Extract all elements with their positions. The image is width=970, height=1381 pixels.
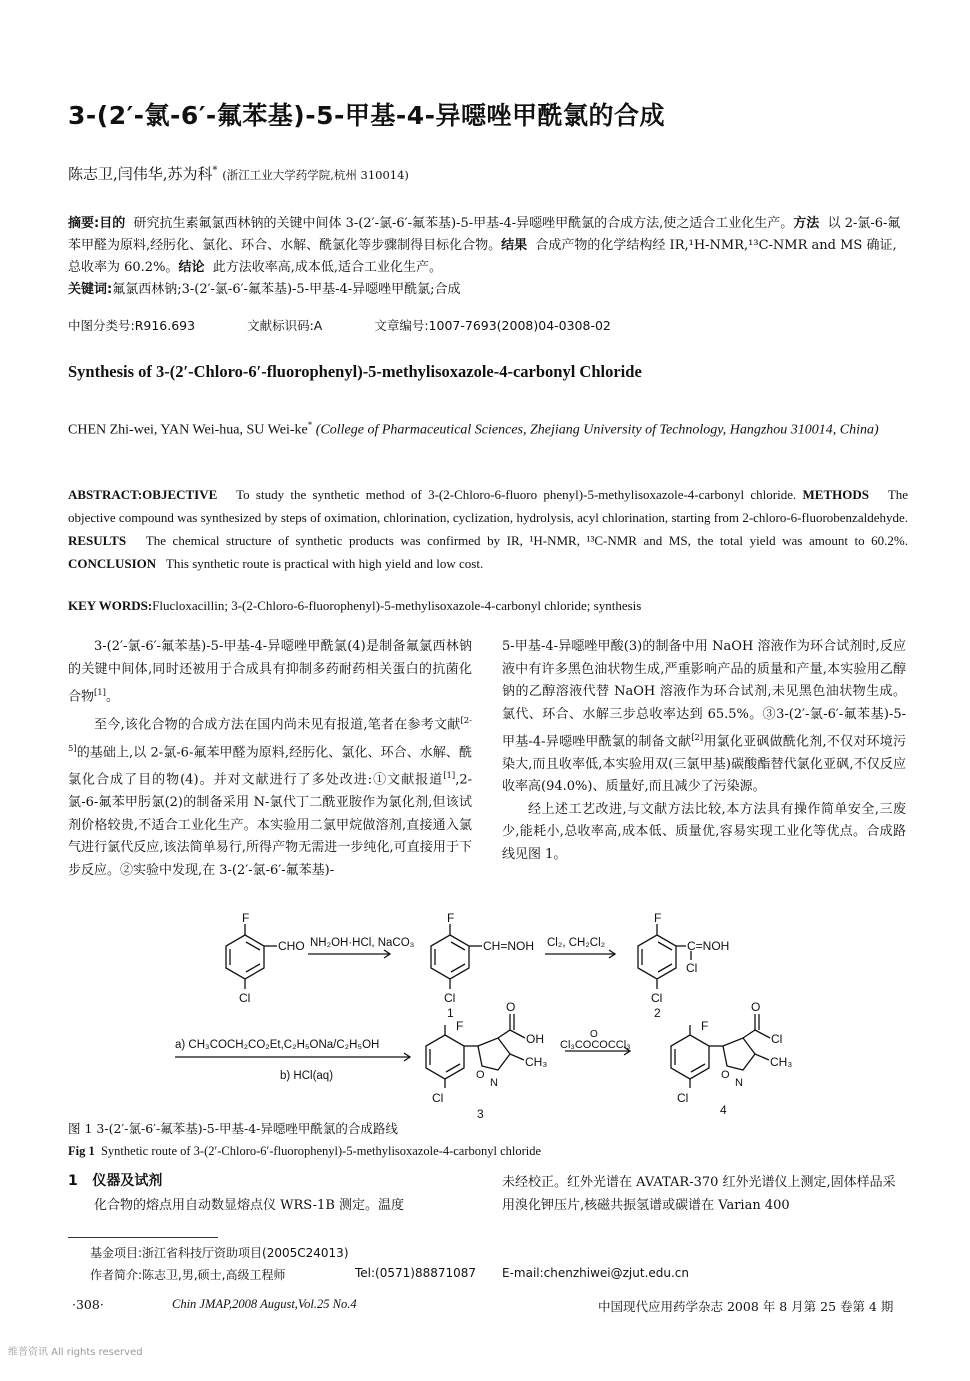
synthesis-scheme	[160, 911, 820, 1121]
f-label: F	[456, 1019, 464, 1033]
benzene-ring-1	[431, 935, 469, 979]
f-label: F	[701, 1019, 709, 1033]
classification-line	[68, 316, 908, 334]
objective-text: 研究抗生素氟氯西林钠的关键中间体 3-(2′-氯-6′-氟苯基)-5-甲基-4-异噁唑甲酰氯的合成方法,使之适合工业化生产。	[133, 216, 794, 231]
cl-label: Cl	[432, 1091, 444, 1105]
oh-label: OH	[526, 1032, 544, 1046]
compound-number-4: 4	[720, 1103, 727, 1117]
english-author-star: *	[307, 420, 313, 430]
body-text: 用氯化亚砜做酰化剂,不仅对环境污染大,而且收率低,本实验用双(三氯甲基)碳酸酯替代氯化亚砜,不仅反应收率高(94.0%)、质量好,而且减少了污染源。	[502, 734, 907, 795]
objective-label: 目的	[99, 216, 126, 231]
benzene-ring-3	[426, 1035, 464, 1079]
footnote-fund: 基金项目:浙江省科技厅资助项目(2005C24013)	[90, 1246, 349, 1260]
author-names: 陈志卫,闫伟华,苏为科	[68, 165, 213, 183]
body-text: 。	[105, 689, 119, 705]
o-ring-label: O	[721, 1069, 730, 1081]
watermark: 维普资讯 All rights reserved	[8, 1347, 143, 1358]
cho-label: CHO	[278, 939, 305, 953]
section-heading	[68, 1170, 162, 1190]
english-author-line	[68, 414, 908, 442]
en-keywords-text: Flucloxacillin; 3-(2-Chloro-6-fluorophenyl)-5-methylisoxazole-4-carbonyl chloride; synthesis	[152, 598, 642, 613]
author-star: *	[212, 165, 218, 176]
document-code: 文献标识码:A	[247, 318, 323, 333]
article-number: 文章编号:1007-7693(2008)04-0308-02	[374, 318, 611, 333]
section-title: 仪器及试剂	[92, 1173, 163, 1189]
reagent-cyclization: a) CH₃COCH₂CO₂Et,C₂H₅ONa/C₂H₅OH	[175, 1039, 380, 1051]
body-text: ,2-氯-6-氟苯甲肟氯(2)的制备采用 N-氯代丁二酰亚胺作为氯化剂,但该试剂价格较贵,不适合工业化生产。本实验用二氯甲烷做溶剂,直接通入氯气进行氯代反应,该法简单易行,所得产物无需进一步纯化,可直接用于下步反应。②实验中发现,在 3-(2′-氯-6′-氟苯基)-	[68, 772, 472, 878]
benzene-ring-4	[671, 1035, 709, 1079]
cl-label: Cl	[444, 991, 456, 1005]
benzene-ring-2	[638, 935, 676, 979]
reagent-oximation: NH₂OH·HCl, NaCO₃	[310, 937, 415, 949]
citation: [2-5]	[68, 714, 472, 753]
en-methods-text: The objective compound was synthesized by steps of oximation, chlorination, cyclization, hydrolysis, acyl chlorination, starting from 2-chloro-6-fluorobenzaldehyde.	[68, 487, 909, 525]
body-text: 5-甲基-4-异噁唑甲酸(3)的制备中用 NaOH 溶液作为环合试剂时,反应液中有许多黑色油状物生成,严重影响产品的质量和产量,本实验用乙醇钠的乙醇溶液代替 NaOH 溶液作为环合试剂,未见黑色油状物生成。氯代、环合、水解三步总收率达到 65.5%。③3-(2′-氯-6′-氟苯基)-5-甲基-4-异噁唑甲酰氯的制备文献	[502, 639, 906, 750]
english-title: Synthesis of 3-(2′-Chloro-6′-fluorophenyl)-5-methylisoxazole-4-carbonyl Chloride	[68, 362, 642, 381]
body-paragraph	[68, 636, 472, 709]
isoxazole-ring-4	[723, 1038, 755, 1070]
abstract-cn	[68, 213, 908, 301]
citation: [1]	[94, 687, 106, 697]
f-label: F	[242, 911, 250, 925]
clc-number: 中图分类号:R916.693	[68, 318, 196, 333]
f-label: F	[447, 911, 455, 925]
o-ring-label: O	[476, 1069, 485, 1081]
n-label: N	[735, 1077, 743, 1089]
body-text: 3-(2′-氯-6′-氟苯基)-5-甲基-4-异噁唑甲酰氯(4)是制备氟氯西林钠的关键中间体,同时还被用于合成具有抑制多药耐药相关蛋白的抗菌化合物	[68, 639, 472, 705]
o-label: O	[751, 1000, 761, 1014]
methods-label: 方法	[793, 216, 820, 231]
body-paragraph	[502, 636, 906, 799]
acyl-cl-label: Cl	[771, 1032, 783, 1046]
article-title: 3-(2′-氯-6′-氟苯基)-5-甲基-4-异噁唑甲酰氯的合成	[68, 101, 666, 130]
section-text-left: 化合物的熔点用自动数显熔点仪 WRS-1B 测定。温度	[94, 1198, 405, 1213]
cl-label: Cl	[651, 991, 663, 1005]
en-results-text: The chemical structure of synthetic products was confirmed by IR, ¹H-NMR, ¹³C-NMR and MS, the total yield was amount to 60.2%.	[145, 533, 909, 548]
o-label: O	[506, 1000, 516, 1014]
en-objective-text: To study the synthetic method of 3-(2-Chloro-6-fluoro phenyl)-5-methylisoxazole-4-carbonyl chloride.	[236, 487, 797, 502]
cl-label: Cl	[239, 991, 251, 1005]
figure-caption	[68, 1118, 541, 1162]
body-paragraph	[68, 709, 472, 882]
reagent-hydrolysis: b) HCl(aq)	[280, 1070, 334, 1082]
author-line	[68, 163, 409, 184]
en-conclusion-text: This synthetic route is practical with high yield and low cost.	[165, 556, 484, 571]
en-abstract-label: ABSTRACT:OBJECTIVE	[68, 487, 218, 502]
conclusion-text: 此方法收率高,成本低,适合工业化生产。	[212, 260, 442, 275]
journal-citation-cn: 中国现代应用药学杂志 2008 年 8 月第 25 卷第 4 期	[598, 1299, 894, 1314]
figure-caption-cn: 图 1 3-(2′-氯-6′-氟苯基)-5-甲基-4-异噁唑甲酰氯的合成路线	[68, 1121, 398, 1136]
en-conclusion-label: CONCLUSION	[68, 556, 157, 571]
body-column-right	[502, 636, 906, 866]
n-label: N	[490, 1077, 498, 1089]
citation: [1]	[443, 770, 456, 781]
figure-label-en: Fig 1	[68, 1144, 95, 1158]
page-number: ·308·	[72, 1297, 104, 1312]
english-author-names: CHEN Zhi-wei, YAN Wei-hua, SU Wei-ke	[68, 422, 308, 438]
conclusion-label: 结论	[178, 260, 205, 275]
methyl-label: CH₃	[770, 1055, 793, 1069]
en-results-label: RESULTS	[68, 533, 127, 548]
author-affiliation: (浙江工业大学药学院,杭州 310014)	[222, 168, 409, 182]
oxime-label: CH=NOH	[483, 939, 535, 953]
isoxazole-ring-3	[478, 1038, 510, 1070]
compound-number-2: 2	[654, 1006, 661, 1020]
footnote-email: E-mail:chenzhiwei@zjut.edu.cn	[502, 1266, 690, 1280]
english-abstract	[68, 483, 908, 575]
cl-label: Cl	[686, 961, 698, 975]
figure-caption-en: Synthetic route of 3-(2′-Chloro-6′-fluorophenyl)-5-methylisoxazole-4-carbonyl chloride	[100, 1144, 542, 1158]
cl-label: Cl	[677, 1091, 689, 1105]
methyl-label: CH₃	[525, 1055, 548, 1069]
footnote-tel: Tel:(0571)88871087	[355, 1266, 477, 1280]
chloroxime-label: C=NOH	[687, 939, 730, 953]
keywords-text: 氟氯西林钠;3-(2′-氯-6′-氟苯基)-5-甲基-4-异噁唑甲酰氯;合成	[112, 282, 461, 297]
benzene-ring-sm	[226, 935, 264, 979]
en-methods-label: METHODS	[802, 487, 869, 502]
body-text: 的基础上,以 2-氯-6-氟苯甲醛为原料,经肟化、氯化、环合、水解、酰氯化合成了目的物(4)。并对文献进行了多处改进:①文献报道	[68, 744, 472, 788]
results-text: 合成产物的化学结构经 IR,¹H-NMR,¹³C-NMR and MS 确证,总收率为 60.2%。	[68, 238, 897, 275]
abstract-label: 摘要:	[68, 216, 100, 231]
methods-text: 以 2-氯-6-氟苯甲醛为原料,经肟化、氯化、环合、水解、酰氯化等步骤制得目标化合物。	[68, 216, 901, 253]
section-number: 1	[68, 1173, 78, 1189]
english-affiliation: (College of Pharmaceutical Sciences, Zhejiang University of Technology, Hangzhou 310014, China)	[315, 422, 879, 438]
body-paragraph: 经上述工艺改进,与文献方法比较,本方法具有操作简单安全,三废少,能耗小,总收率高,成本低、质量优,容易实现工业化等优点。合成路线见图 1。	[502, 801, 906, 862]
reagent-o-label: O	[590, 1029, 598, 1040]
reagent-triphosgene: Cl₃COCOCCl₃	[560, 1039, 631, 1051]
english-keywords	[68, 598, 908, 614]
footnote-bio: 作者简介:陈志卫,男,硕士,高级工程师	[90, 1268, 286, 1282]
compound-number-3: 3	[477, 1107, 484, 1121]
en-keywords-label: KEY WORDS:	[68, 598, 153, 613]
citation: [2]	[691, 732, 704, 742]
keywords-label: 关键词:	[68, 282, 113, 297]
section-text-right: 未经校正。红外光谱在 AVATAR-370 红外光谱仪上测定,固体样品采用溴化钾压片,核磁共振氢谱或碳谱在 Varian 400	[502, 1175, 896, 1213]
body-column-left	[68, 636, 472, 882]
footnote-rule	[68, 1237, 218, 1238]
compound-number-1: 1	[447, 1006, 454, 1020]
results-label: 结果	[501, 238, 528, 253]
body-text: 至今,该化合物的合成方法在国内尚未见有报道,笔者在参考文献	[94, 717, 461, 733]
f-label: F	[654, 911, 662, 925]
journal-citation-en: Chin JMAP,2008 August,Vol.25 No.4	[172, 1297, 357, 1311]
reagent-chlorination: Cl₂, CH₂Cl₂	[547, 937, 606, 949]
